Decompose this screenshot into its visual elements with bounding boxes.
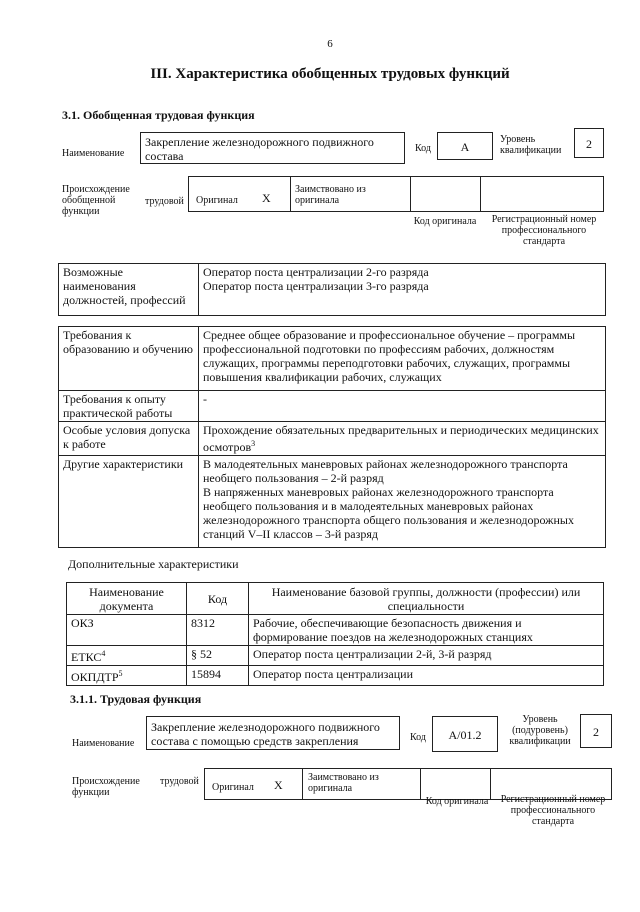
requirements-table [58,326,606,548]
position-item: Оператор поста централизации 3-го разряда [203,279,429,293]
req-label: Требования к опыту практической работы [59,391,199,422]
tf-name-value: Закрепление железнодорожного подвижного состава с помощью средств закрепления [146,716,400,750]
doc-cell: ОКЗ [67,615,187,646]
code-cell: 8312 [187,615,249,646]
gtf-borrowed-label: Заимствовано из оригинала [295,184,366,206]
footnote-mark: 3 [251,439,256,448]
gtf-origin-box [188,176,604,212]
tf-name-label: Наименование [72,738,135,749]
tf-level-value: 2 [580,714,612,748]
tf-borrowed-label: Заимствовано из оригинала [308,772,379,794]
gtf-name-label: Наименование [62,148,125,159]
tf-code-value: А/01.2 [432,716,498,752]
req-value: - [199,391,606,422]
gtf-origin-label-2: трудовой [145,196,184,207]
gtf-original-label: Оригинал [196,195,238,206]
name-cell: Оператор поста централизации [249,666,604,686]
gtf-code-value: А [437,132,493,160]
tf-code-original-caption: Код оригинала [425,796,489,807]
gtf-code-original-caption: Код оригинала [413,216,477,227]
table-row [67,615,604,646]
name-cell: Рабочие, обеспечивающие безопасность движения и формирование поездов на железнодорожных станциях [249,615,604,646]
position-item: Оператор поста централизации 2-го разряда [203,265,429,279]
tf-origin-label-2: трудовой [160,776,199,787]
req-label: Особые условия допуска к работе [59,422,199,456]
gtf-code-label: Код [415,143,431,154]
tf-original-label: Оригинал [212,782,254,793]
req-value: Прохождение обязательных предварительных и периодических медицинских осмотров$^3$ [199,422,606,456]
doc-cell: ЕТКС$^4$ [67,646,187,666]
table-row [67,646,604,666]
name-cell: Оператор поста централизации 2-й, 3-й разряд [249,646,604,666]
additional-title: Дополнительные характеристики [68,557,239,571]
code-cell: 15894 [187,666,249,686]
tf-reg-number-caption: Регистрационный номер профессионального стандарта [500,794,606,827]
req-label: Другие характеристики [59,456,199,548]
tf-original-mark: Х [274,778,283,792]
req-label: Требования к образованию и обучению [59,327,199,391]
code-cell: § 52 [187,646,249,666]
positions-table [58,263,606,316]
table-row [67,666,604,686]
gtf-heading: 3.1. Обобщенная трудовая функция [62,108,255,122]
gtf-origin-label: Происхождение обобщенной функции [62,184,130,217]
tf-heading: 3.1.1. Трудовая функция [70,692,202,706]
gtf-level-label: Уровень квалификации [500,134,562,156]
req-value: В малодеятельных маневровых районах железнодорожного транспорта необщего пользования – 2-й разряд В напряженных маневровых районах железнодорожного транспорта необщего пользования и в малодеятельных маневровых районах железнодорожного транспорта общего пользования и железнодорожных станций V–II классов – 3-й разряд [199,456,606,548]
section-title: III. Характеристика обобщенных трудовых функций [150,66,510,82]
page-number: 6 [327,38,333,50]
tf-code-label: Код [410,732,426,743]
header-cell: Код [187,583,249,615]
tf-origin-label: Происхождение функции [72,776,140,798]
header-cell: Наименование документа [67,583,187,615]
additional-table [66,582,604,686]
header-cell: Наименование базовой группы, должности (профессии) или специальности [249,583,604,615]
gtf-reg-number-caption: Регистрационный номер профессионального стандарта [491,214,597,247]
doc-cell: ОКПДТР$^5$ [67,666,187,686]
positions-label: Возможные наименования должностей, профессий [59,264,199,316]
gtf-name-value: Закрепление железнодорожного подвижного состава [140,132,405,164]
tf-level-label: Уровень (подуровень) квалификации [509,714,571,747]
gtf-original-mark: Х [262,191,271,205]
gtf-level-value: 2 [574,128,604,158]
req-value: Среднее общее образование и профессиональное обучение – программы профессиональной подготовки по профессиям рабочих, должностям служащих, программы переподготовки рабочих, служащих, программы повышения квалификации рабочих, служащих [199,327,606,391]
